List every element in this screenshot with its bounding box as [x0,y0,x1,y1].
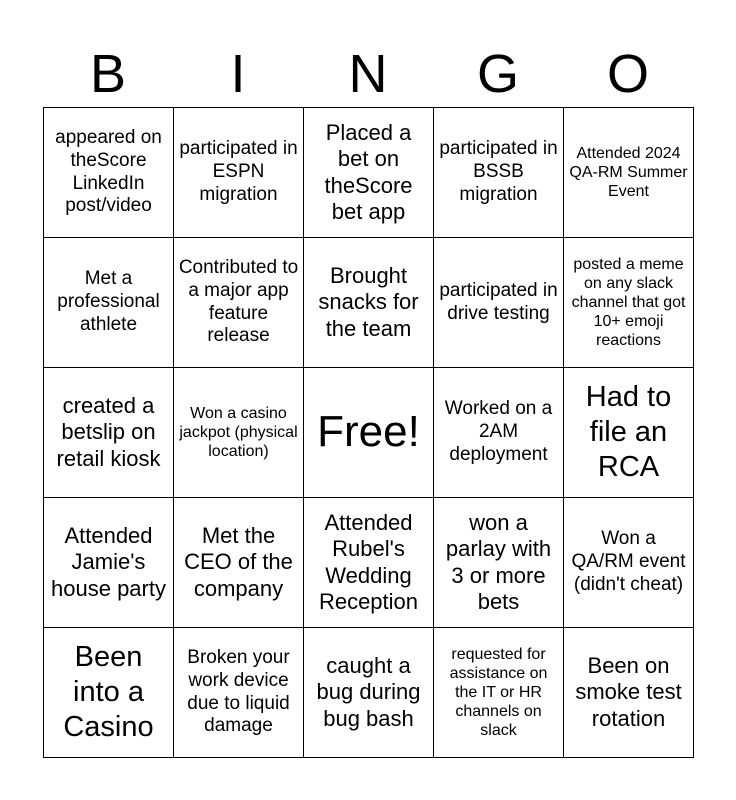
header-letter-i: I [230,44,246,104]
board-row [44,108,694,238]
board-row [44,238,694,368]
bingo-cell[interactable]: participated in ESPN migration [174,108,304,238]
bingo-cell[interactable]: Had to file an RCA [564,368,694,498]
bingo-cell[interactable]: Attended Jamie's house party [44,498,174,628]
bingo-cell[interactable]: Won a QA/RM event (didn't cheat) [564,498,694,628]
bingo-board [43,107,694,758]
bingo-cell[interactable]: Broken your work device due to liquid damage [174,628,304,758]
bingo-cell[interactable]: Contributed to a major app feature release [174,238,304,368]
bingo-cell[interactable]: Attended 2024 QA-RM Summer Event [564,108,694,238]
bingo-cell[interactable]: caught a bug during bug bash [304,628,434,758]
free-space-cell[interactable]: Free! [304,368,434,498]
board-row [44,498,694,628]
bingo-cell[interactable]: Been into a Casino [44,628,174,758]
bingo-cell[interactable]: Been on smoke test rotation [564,628,694,758]
bingo-cell[interactable]: Won a casino jackpot (physical location) [174,368,304,498]
bingo-cell[interactable]: Worked on a 2AM deployment [434,368,564,498]
board-row [44,368,694,498]
header-letter-o: O [606,44,649,104]
bingo-header [43,40,693,108]
header-letter-n: N [348,44,388,104]
bingo-cell[interactable]: Brought snacks for the team [304,238,434,368]
bingo-cell[interactable]: participated in BSSB migration [434,108,564,238]
bingo-cell[interactable]: Met a professional athlete [44,238,174,368]
bingo-cell[interactable]: requested for assistance on the IT or HR channels on slack [434,628,564,758]
bingo-cell[interactable]: participated in drive testing [434,238,564,368]
bingo-cell[interactable]: appeared on theScore LinkedIn post/video [44,108,174,238]
board-row [44,628,694,758]
bingo-cell[interactable]: won a parlay with 3 or more bets [434,498,564,628]
bingo-cell[interactable]: Attended Rubel's Wedding Reception [304,498,434,628]
bingo-cell[interactable]: created a betslip on retail kiosk [44,368,174,498]
bingo-cell[interactable]: Placed a bet on theScore bet app [304,108,434,238]
header-letter-g: G [476,44,519,104]
bingo-cell[interactable]: Met the CEO of the company [174,498,304,628]
bingo-cell[interactable]: posted a meme on any slack channel that got 10+ emoji reactions [564,238,694,368]
header-letter-b: B [89,44,127,104]
